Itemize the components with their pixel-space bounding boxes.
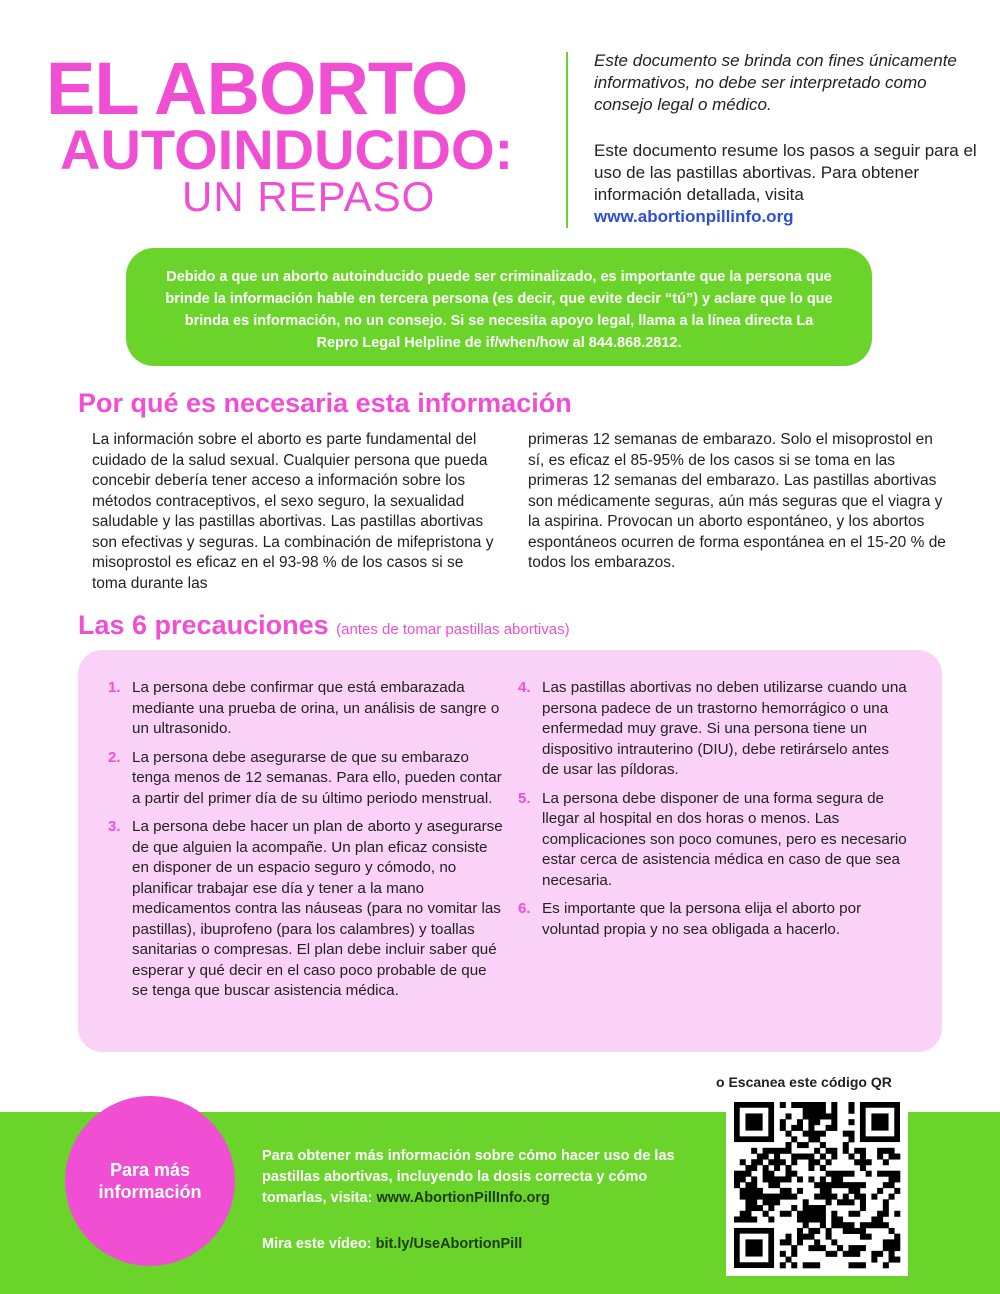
precaution-text: La persona debe hacer un plan de aborto y asegurarse de que alguien la acompañe. Un plan eficaz consiste en disponer de un espacio seguro y cómodo, no planificar trabajar ese día y tener a la mano medicamentos contra las náuseas (para no vomitar las pastillas), ibuprofeno (para los calambres) y toallas sanitarias o compresas. El plan debe incluir saber qué esperar y qué decir en el caso poco probable de que se tenga que buscar asistencia médica. bbox=[132, 818, 503, 999]
precaution-number: 5. bbox=[518, 789, 531, 807]
header-divider bbox=[566, 52, 568, 228]
precautions-list-left bbox=[108, 678, 504, 1010]
precaution-text: Las pastillas abortivas no deben utilizarse cuando una persona padece de un trastorno hemorrágico o una enfermedad muy grave. Si una persona tiene un dispositivo intrauterino (DIU), debe retirárselo antes de usar las píldoras. bbox=[542, 679, 907, 778]
precaution-text: La persona debe disponer de una forma segura de llegar al hospital en dos horas o menos. Las complicaciones son poco comunes, pero es necesario estar cerca de asistencia médica en caso de que sea necesaria. bbox=[542, 789, 907, 889]
intro-link[interactable]: www.abortionpillinfo.org bbox=[594, 207, 794, 226]
precaution-item bbox=[518, 789, 910, 892]
video-link[interactable]: bit.ly/UseAbortionPill bbox=[375, 1236, 523, 1252]
more-info-link[interactable]: www.AbortionPillInfo.org bbox=[376, 1190, 550, 1206]
more-info-badge bbox=[65, 1096, 235, 1266]
precautions-heading bbox=[78, 612, 570, 639]
disclaimer-text: Este documento se brinda con fines únicamente informativos, no debe ser interpretado como consejo legal o médico. bbox=[594, 51, 957, 114]
qr-code-graphic bbox=[726, 1094, 908, 1276]
qr-label: o Escanea este código QR bbox=[716, 1074, 892, 1090]
precaution-text: La persona debe asegurarse de que su embarazo tenga menos de 12 semanas. Para ello, pueden contar a partir del primer día de su último periodo menstrual. bbox=[132, 748, 502, 807]
qr-code[interactable] bbox=[726, 1094, 908, 1276]
why-column-2: primeras 12 semanas de embarazo. Solo el misoprostol en sí, es eficaz el 85-95% de los casos si se toma en las primeras 12 semanas del embarazo. Las pastillas abortivas son médicamente seguras, aún más seguras que el viagra y la aspirina. Provocan un aborto espontáneo, y los abortos espontáneos ocurren de forma espontánea en el 15-20 % de todos los embarazos. bbox=[528, 431, 946, 571]
precaution-text: La persona debe confirmar que está embarazada mediante una prueba de orina, un análisis de sangre o un ultrasonido. bbox=[132, 679, 500, 737]
precaution-item bbox=[108, 817, 504, 1002]
more-info-text bbox=[262, 1146, 702, 1209]
precaution-item bbox=[108, 678, 504, 740]
precaution-number: 2. bbox=[108, 748, 121, 766]
badge-line-2: información bbox=[98, 1182, 202, 1202]
video-line bbox=[262, 1236, 522, 1252]
precaution-item bbox=[108, 748, 504, 810]
precaution-text: Es importante que la persona elija el aborto por voluntad propia y no sea obligada a hacerlo. bbox=[542, 900, 862, 938]
precaution-item bbox=[518, 678, 910, 781]
video-label: Mira este vídeo: bbox=[262, 1236, 372, 1252]
title-line-2: AUTOINDUCIDO: bbox=[60, 118, 514, 181]
legal-notice-text: Debido a que un aborto autoinducido puede ser criminalizado, es importante que la persona que brinde la información hable en tercera persona (es decir, que evite decir “tú”) y aclare que lo que brinda es información, no un consejo. Si se necesita apoyo legal, llama a la línea directa La Repro Legal Helpline de if/when/how al 844.868.2812. bbox=[165, 269, 833, 351]
precaution-number: 3. bbox=[108, 818, 121, 835]
precautions-list-right bbox=[518, 678, 910, 948]
legal-notice-box bbox=[126, 248, 872, 366]
why-column-1: La información sobre el aborto es parte fundamental del cuidado de la salud sexual. Cualquier persona que pueda concebir debería tener acceso a información sobre los métodos contraceptivos, el sexo seguro, la sexualidad saludable y las pastillas abortivas. Las pastillas abortivas son efectivas y seguras. La combinación de mifepristona y misoprostol es eficaz en el 93-98 % de los casos si se toma durante las bbox=[92, 431, 494, 592]
intro-body: Este documento resume los pasos a seguir para el uso de las pastillas abortivas. Para obtener información detallada, visita bbox=[594, 141, 977, 204]
precaution-number: 4. bbox=[518, 679, 531, 696]
precautions-title: Las 6 precauciones bbox=[78, 610, 329, 640]
title-line-1: EL ABORTO bbox=[46, 47, 468, 130]
precautions-subtitle: (antes de tomar pastillas abortivas) bbox=[336, 621, 570, 638]
badge-line-1: Para más bbox=[109, 1160, 191, 1180]
precaution-number: 6. bbox=[518, 900, 531, 917]
precaution-item bbox=[518, 899, 910, 940]
precaution-number: 1. bbox=[108, 679, 121, 696]
why-heading: Por qué es necesaria esta información bbox=[78, 388, 572, 418]
intro-text bbox=[594, 140, 984, 228]
title-line-3: UN REPASO bbox=[182, 173, 436, 220]
more-info-body: Para obtener más información sobre cómo hacer uso de las pastillas abortivas, incluyendo la dosis correcta y cómo tomarlas, visita: bbox=[262, 1148, 675, 1206]
